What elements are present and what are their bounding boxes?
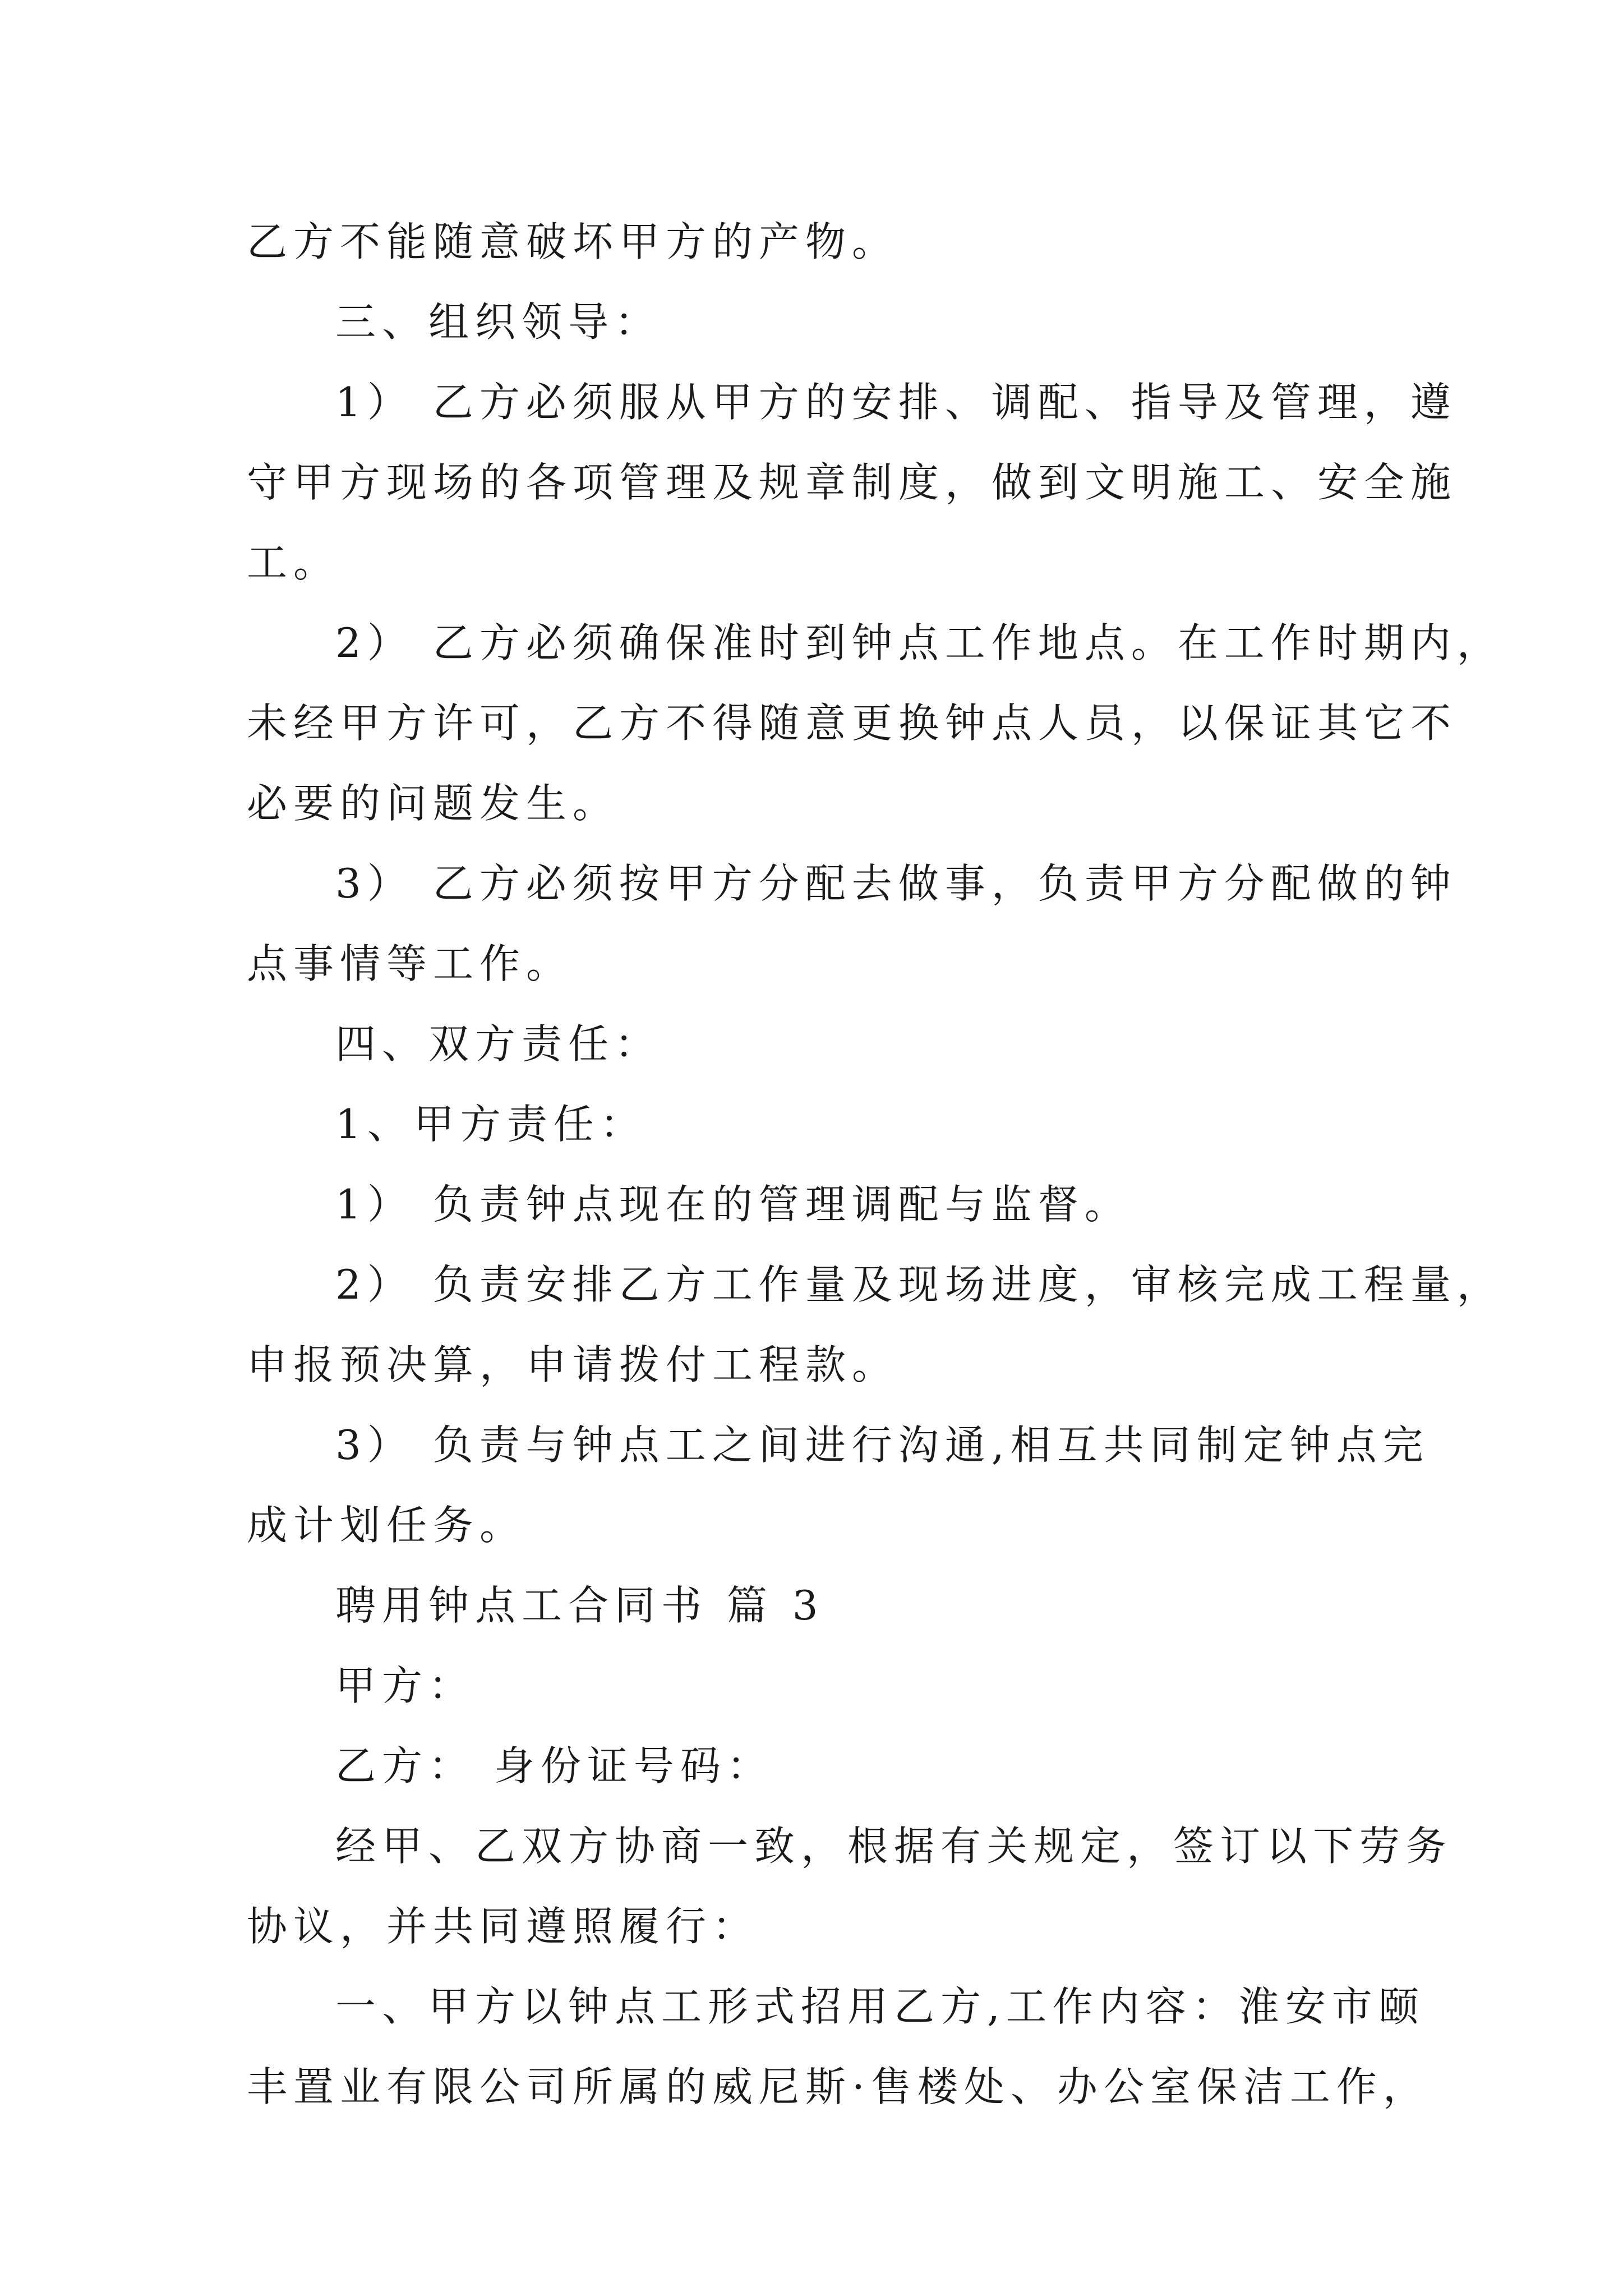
- paragraph-line: 申报预决算，申请拨付工程款。: [247, 1341, 899, 1388]
- paragraph-line: 协议，并共同遵照履行：: [247, 1903, 759, 1950]
- section-heading: 三、组织领导：: [335, 298, 662, 346]
- paragraph-line: 2） 负责安排乙方工作量及现场进度，审核完成工程量，: [335, 1261, 1504, 1308]
- paragraph-line: 丰置业有限公司所属的威尼斯·售楼处、办公室保洁工作，: [247, 2063, 1430, 2110]
- paragraph-line: 经甲、乙双方协商一致，根据有关规定，签订以下劳务: [335, 1823, 1453, 1870]
- paragraph-line: 一、甲方以钟点工形式招用乙方,工作内容：淮安市颐: [335, 1983, 1425, 2030]
- paragraph-line: 必要的问题发生。: [247, 780, 620, 827]
- paragraph-line: 工。: [247, 539, 340, 586]
- contract-title: 聘用钟点工合同书 篇 3: [335, 1582, 824, 1629]
- party-b-line: 乙方： 身份证号码：: [335, 1742, 773, 1789]
- paragraph-line: 3） 负责与钟点工之间进行沟通,相互共同制定钟点完: [335, 1421, 1430, 1469]
- paragraph-line: 2） 乙方必须确保准时到钟点工作地点。在工作时期内，: [335, 619, 1504, 666]
- document-body: [247, 202, 1504, 2127]
- paragraph-line: 点事情等工作。: [247, 940, 573, 987]
- paragraph-line: 未经甲方许可，乙方不得随意更换钟点人员，以保证其它不: [247, 700, 1458, 747]
- paragraph-line: 成计划任务。: [247, 1502, 527, 1549]
- section-heading: 四、双方责任：: [335, 1020, 662, 1068]
- paragraph-line: 乙方不能随意破坏甲方的产物。: [247, 218, 899, 265]
- paragraph-line: 1） 负责钟点现在的管理调配与监督。: [335, 1181, 1131, 1228]
- paragraph-line: 1） 乙方必须服从甲方的安排、调配、指导及管理，遵: [335, 379, 1457, 426]
- paragraph-line: 守甲方现场的各项管理及规章制度，做到文明施工、安全施: [247, 459, 1458, 506]
- party-a-line: 甲方：: [335, 1662, 476, 1709]
- subsection-heading: 1、甲方责任：: [335, 1101, 647, 1148]
- paragraph-line: 3） 乙方必须按甲方分配去做事，负责甲方分配做的钟: [335, 860, 1457, 907]
